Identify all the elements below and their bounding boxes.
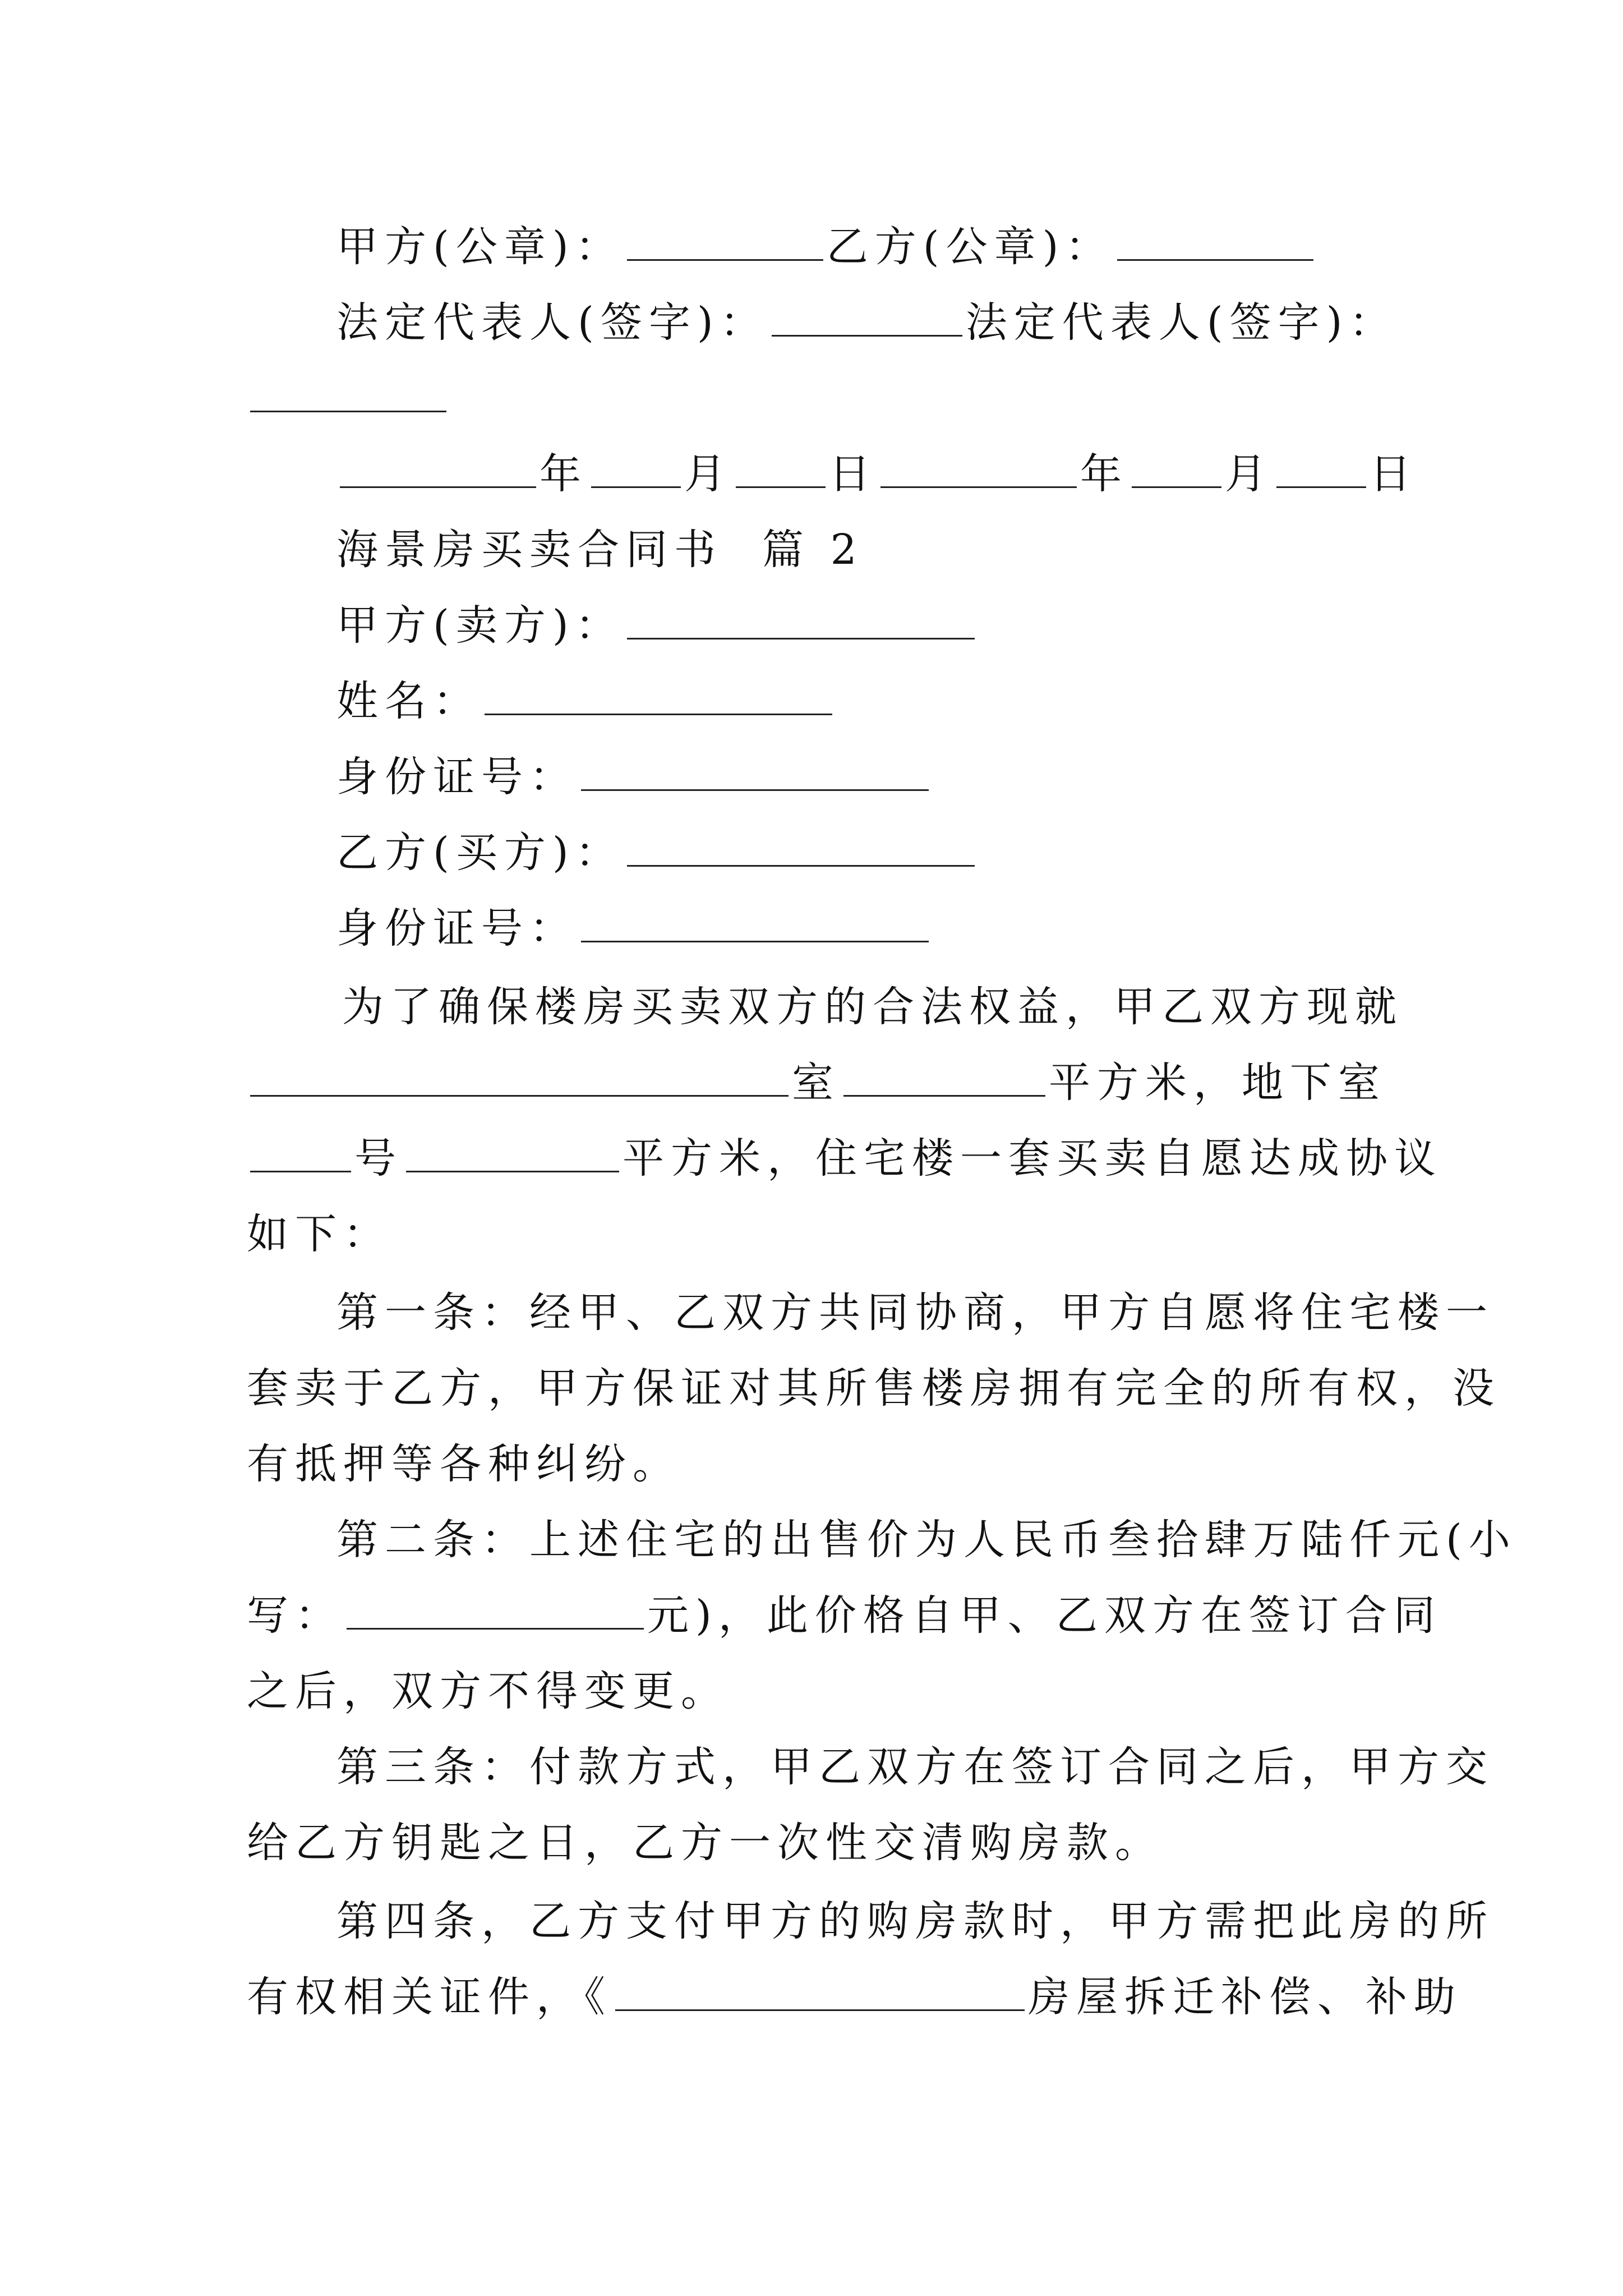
number-label: 号 (354, 1134, 403, 1182)
intro-line-2 (247, 1055, 1386, 1111)
signature-line-dates (336, 446, 1418, 502)
room-label: 室 (792, 1059, 840, 1107)
id-b-line (336, 900, 932, 956)
area-blank (843, 1060, 1045, 1097)
sqm-basement-label: 平方米，地下室 (1049, 1059, 1386, 1107)
date-b-day-label: 日 (1370, 450, 1418, 498)
compensation-label: 房屋拆迁补偿、补助 (1028, 1973, 1462, 2021)
clause-2-line-1: 第二条：上述住宅的出售价为人民币叁拾肆万陆仟元(小 (336, 1516, 1517, 1564)
signature-line-seals (336, 219, 1317, 275)
id-b-blank (581, 906, 929, 942)
date-b-day-blank (1276, 452, 1366, 488)
party-a-label: 甲方(卖方)： (336, 601, 624, 650)
name-blank (485, 679, 832, 715)
certificate-label: 有权相关证件，《 (247, 1973, 612, 2021)
certificate-blank (615, 1975, 1025, 2011)
date-a-year-label: 年 (540, 450, 588, 498)
party-a-line (336, 597, 978, 654)
party-b-label: 乙方(买方)： (336, 829, 624, 877)
intro-line-3 (247, 1130, 1442, 1186)
party-b-seal-label: 乙方(公章)： (826, 223, 1114, 271)
date-b-year-blank (880, 452, 1077, 488)
id-a-line (336, 749, 932, 805)
name-label: 姓名： (336, 677, 481, 725)
intro-line-4: 如下： (247, 1210, 391, 1258)
date-b-year-label: 年 (1080, 450, 1128, 498)
section-title: 海景房买卖合同书 篇 2 (336, 526, 864, 574)
id-a-blank (581, 754, 929, 791)
legal-rep-a-blank (772, 300, 962, 337)
party-b-blank (627, 830, 975, 867)
basement-area-blank (406, 1136, 619, 1172)
basement-number-blank (250, 1136, 351, 1172)
clause-1-line-3: 有抵押等各种纠纷。 (247, 1440, 681, 1488)
date-a-day-blank (736, 452, 826, 488)
party-a-seal-blank (627, 224, 823, 261)
date-a-year-blank (340, 452, 536, 488)
id-b-label: 身份证号： (336, 904, 578, 953)
signature-line-legal-rep-b-blank (247, 370, 450, 426)
clause-3-line-2: 给乙方钥匙之日，乙方一次性交清购房款。 (247, 1819, 1163, 1867)
legal-rep-b-label: 法定代表人(签字)： (965, 298, 1398, 347)
sqm-agree-label: 平方米，住宅楼一套买卖自愿达成协议 (623, 1134, 1442, 1182)
clause-4-line-2 (247, 1969, 1462, 2025)
name-line (336, 673, 836, 729)
signature-line-legal-reps (336, 295, 1398, 351)
date-a-month-blank (591, 452, 681, 488)
intro-line-1: 为了确保楼房买卖双方的合法权益，甲乙双方现就 (342, 983, 1403, 1031)
clause-2-line-3: 之后，双方不得变更。 (247, 1667, 729, 1715)
small-amount-label: 写： (247, 1591, 343, 1640)
clause-4-line-1: 第四条，乙方支付甲方的购房款时，甲方需把此房的所 (336, 1897, 1494, 1945)
clause-2-line-2 (247, 1588, 1442, 1644)
clause-3-line-1: 第三条：付款方式，甲乙双方在签订合同之后，甲方交 (336, 1743, 1494, 1791)
party-b-seal-blank (1117, 224, 1313, 261)
legal-rep-b-blank (250, 376, 446, 412)
party-a-blank (627, 603, 975, 639)
date-a-month-label: 月 (684, 450, 732, 498)
legal-rep-a-label: 法定代表人(签字)： (336, 298, 768, 347)
date-b-month-label: 月 (1225, 450, 1273, 498)
small-amount-blank (347, 1593, 644, 1630)
id-a-label: 身份证号： (336, 753, 578, 801)
date-a-day-label: 日 (829, 450, 877, 498)
date-b-month-blank (1132, 452, 1221, 488)
price-continuation: 元)，此价格自甲、乙双方在签订合同 (647, 1591, 1442, 1640)
clause-1-line-1: 第一条：经甲、乙双方共同协商，甲方自愿将住宅楼一 (336, 1289, 1494, 1337)
party-a-seal-label: 甲方(公章)： (336, 223, 624, 271)
clause-1-line-2: 套卖于乙方，甲方保证对其所售楼房拥有完全的所有权，没 (247, 1364, 1501, 1412)
address-blank (250, 1060, 789, 1097)
party-b-line (336, 825, 978, 881)
